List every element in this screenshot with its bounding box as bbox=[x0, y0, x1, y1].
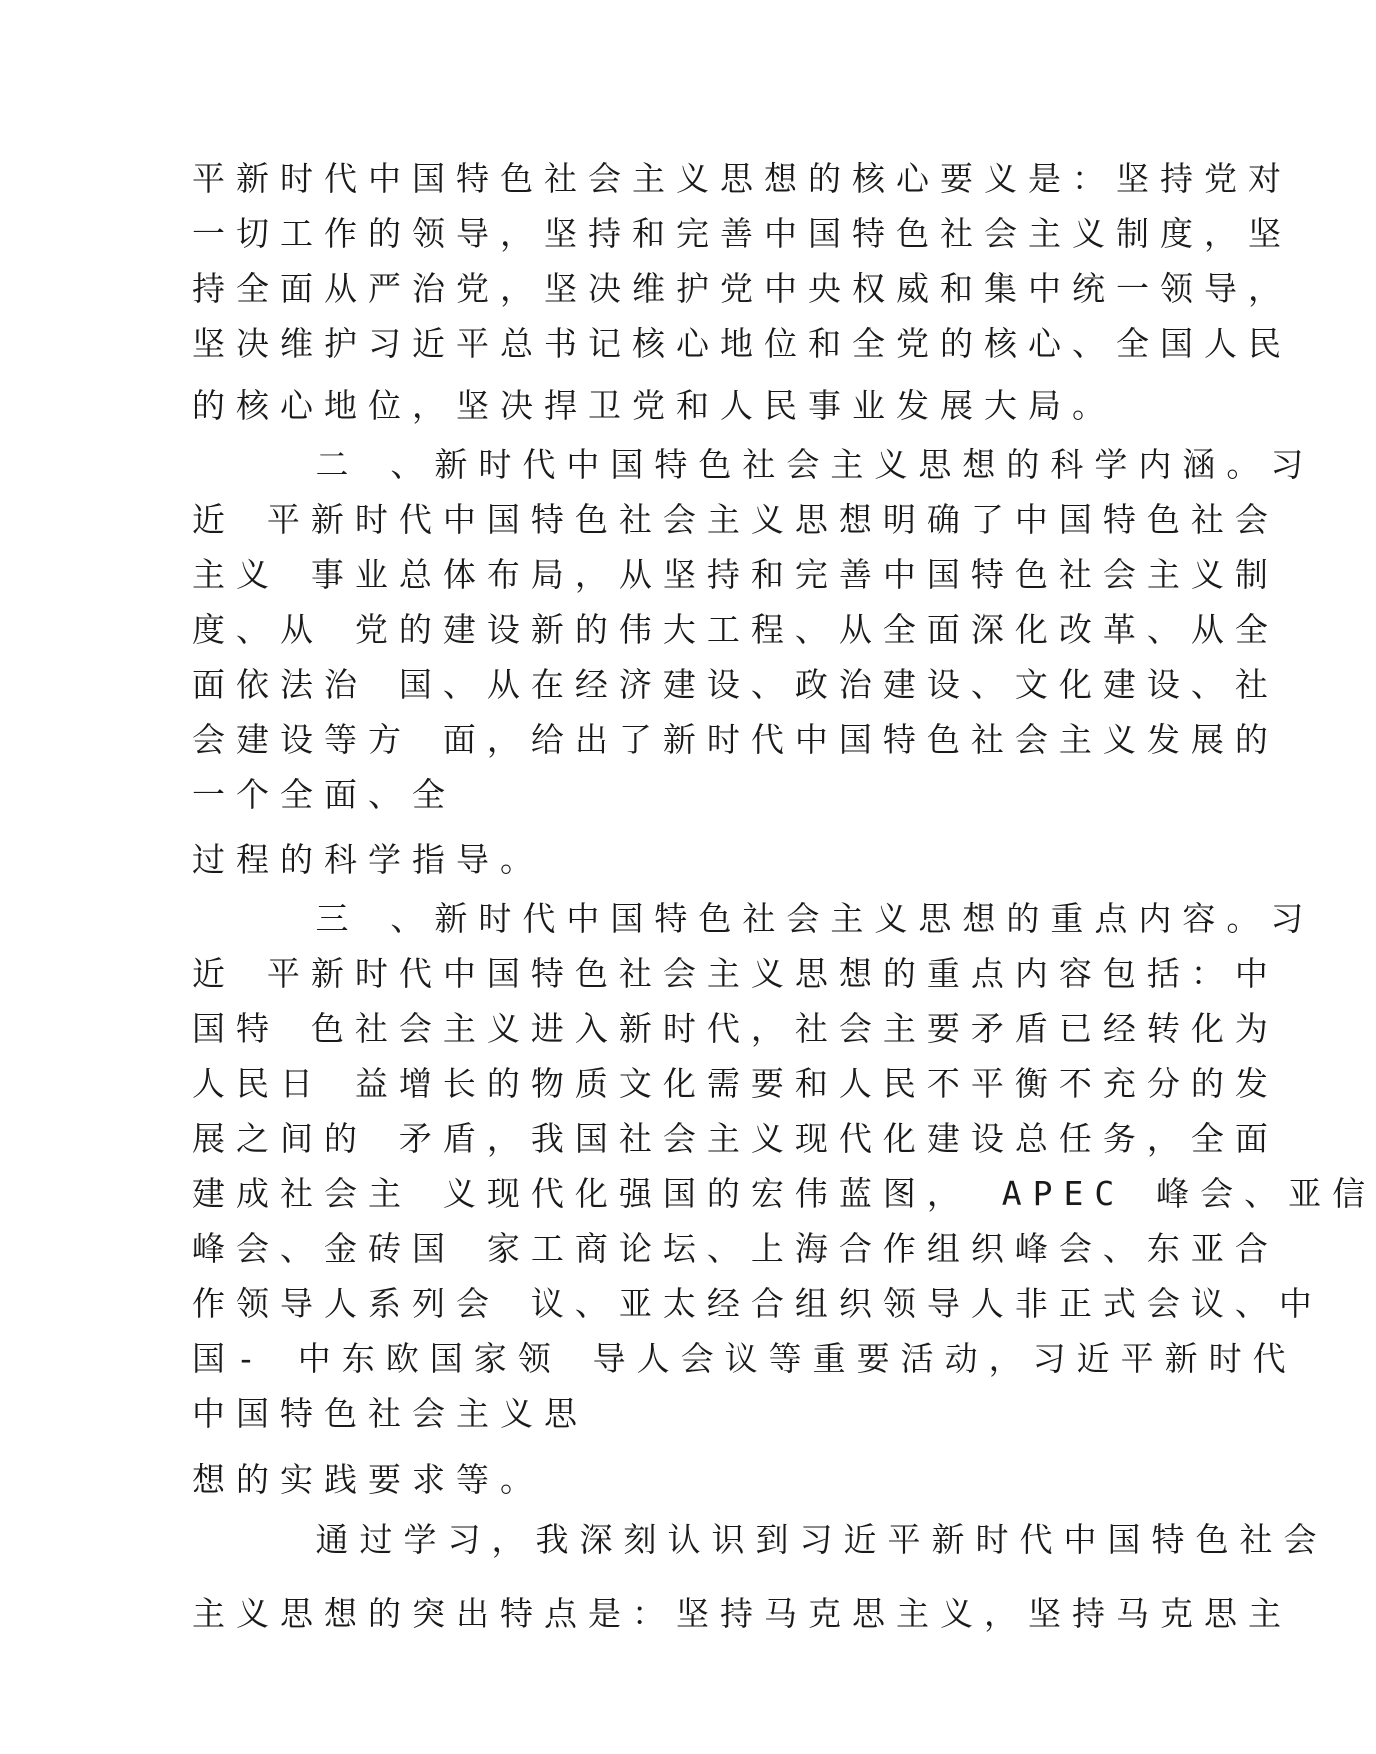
text-line-26: 主义思想的突出特点是：坚持马克思主义，坚持马克思主 bbox=[192, 1594, 1292, 1633]
text-line-14: 三 、新时代中国特色社会主义思想的重点内容。习 bbox=[192, 899, 1315, 938]
text-line-24: 想的实践要求等。 bbox=[192, 1460, 544, 1499]
text-line-6: 二 、新时代中国特色社会主义思想的科学内涵。习 bbox=[192, 445, 1315, 484]
text-line-13: 过程的科学指导。 bbox=[192, 840, 544, 879]
text-line-11: 会建设等方 面，给出了新时代中国特色社会主义发展的 bbox=[192, 720, 1279, 759]
text-line-18: 展之间的 矛盾，我国社会主义现代化建设总任务，全面 bbox=[192, 1119, 1279, 1158]
text-line-1: 平新时代中国特色社会主义思想的核心要义是：坚持党对 bbox=[192, 159, 1292, 198]
text-line-23: 中国特色社会主义思 bbox=[192, 1394, 588, 1433]
text-line-12: 一个全面、全 bbox=[192, 775, 456, 814]
text-line-20: 峰会、金砖国 家工商论坛、上海合作组织峰会、东亚合 bbox=[192, 1229, 1279, 1268]
text-line-17: 人民日 益增长的物质文化需要和人民不平衡不充分的发 bbox=[192, 1064, 1279, 1103]
text-line-16: 国特 色社会主义进入新时代，社会主要矛盾已经转化为 bbox=[192, 1009, 1279, 1048]
text-line-22: 国- 中东欧国家领 导人会议等重要活动，习近平新时代 bbox=[192, 1339, 1297, 1378]
text-line-4: 坚决维护习近平总书记核心地位和全党的核心、全国人民 bbox=[192, 324, 1292, 363]
text-line-15: 近 平新时代中国特色社会主义思想的重点内容包括：中 bbox=[192, 954, 1279, 993]
text-line-8: 主义 事业总体布局，从坚持和完善中国特色社会主义制 bbox=[192, 555, 1279, 594]
text-line-10: 面依法治 国、从在经济建设、政治建设、文化建设、社 bbox=[192, 665, 1279, 704]
text-line-9: 度、从 党的建设新的伟大工程、从全面深化改革、从全 bbox=[192, 610, 1279, 649]
text-line-2: 一切工作的领导，坚持和完善中国特色社会主义制度，坚 bbox=[192, 214, 1292, 253]
text-line-3: 持全面从严治党，坚决维护党中央权威和集中统一领导， bbox=[192, 269, 1292, 308]
text-line-21: 作领导人系列会 议、亚太经合组织领导人非正式会议、中 bbox=[192, 1284, 1323, 1323]
text-line-5: 的核心地位，坚决捍卫党和人民事业发展大局。 bbox=[192, 386, 1116, 425]
text-line-25: 通过学习，我深刻认识到习近平新时代中国特色社会 bbox=[192, 1520, 1328, 1559]
text-line-19: 建成社会主 义现代化强国的宏伟蓝图， APEC 峰会、亚信 bbox=[192, 1174, 1376, 1213]
text-line-7: 近 平新时代中国特色社会主义思想明确了中国特色社会 bbox=[192, 500, 1279, 539]
